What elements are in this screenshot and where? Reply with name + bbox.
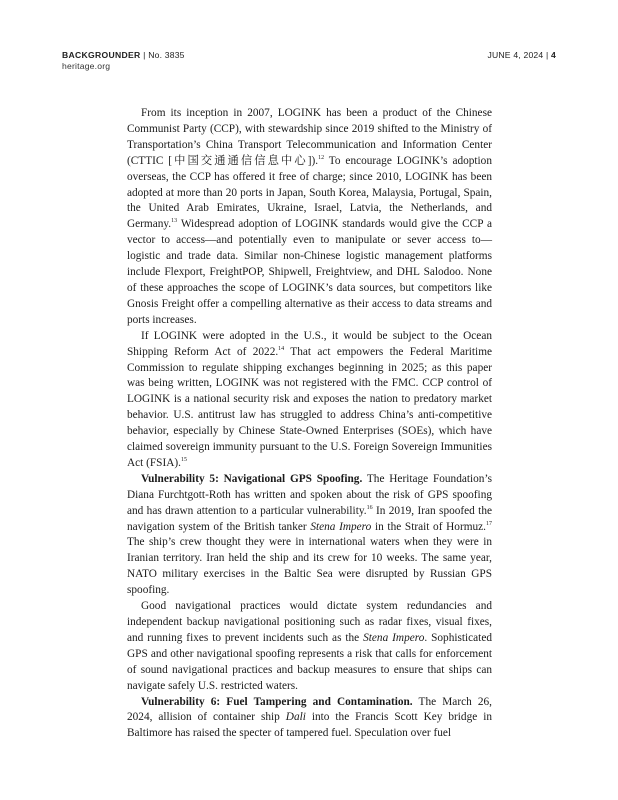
text-run: into the Francis Scott Key bridge in Baltimore has raised the specter of tampered fuel. Speculation over fuel (127, 711, 492, 740)
header-right (487, 50, 556, 61)
footnote-ref[interactable]: 17 (486, 520, 492, 527)
footnote-ref[interactable]: 12 (318, 154, 325, 161)
text-run: The ship’s crew thought they were in international waters when they were in Iranian territory. Iran held the ship and its crew for 10 weeks. The same year, NATO military exercises in the Baltic Sea were disrupted by Russian GPS spoofing. (127, 536, 492, 597)
text-run: If LOGINK were adopted in the U.S., it would be subject to the Ocean Shipping Reform Act of 2022. (127, 329, 492, 358)
text-run: in the Strait of Hormuz. (371, 520, 486, 533)
paragraph (127, 599, 492, 694)
paragraph (127, 472, 492, 599)
header-left (62, 50, 185, 72)
report-number: No. 3835 (148, 50, 185, 60)
text-run: . Sophisticated GPS and other navigational spoofing represents a risk that calls for enforcement of sound navigational practices and backup measures to ensure that ships can navigate safely U.S. restricted waters. (127, 631, 492, 692)
paragraph (127, 329, 492, 472)
running-header (62, 50, 556, 74)
ship-name: Stena Impero (363, 631, 425, 644)
text-run: The Heritage Foundation’s Diana Furchtgott-Roth has written and spoken about the risk of GPS spoofing and has drawn attention to a particular vulnerability. (127, 472, 492, 517)
body-text (127, 106, 492, 742)
footnote-ref[interactable]: 15 (180, 457, 187, 464)
page-number: 4 (551, 50, 556, 60)
section-heading: Vulnerability 6: Fuel Tampering and Contamination. (141, 695, 413, 708)
footnote-ref[interactable]: 13 (171, 218, 178, 225)
text-run: From its inception in 2007, LOGINK has been a product of the Chinese Communist Party (CCP), with stewardship since 2019 shifted to the Ministry of Transportation’s China Transport Telecommunication and Information Center (CTTIC [中国交通通信信息中心]). (127, 107, 492, 167)
publication-date: JUNE 4, 2024 (487, 50, 544, 60)
header-separator: | (143, 50, 146, 60)
ship-name: Stena Impero (310, 520, 372, 533)
paragraph (127, 695, 492, 743)
text-run: Good navigational practices would dictate system redundancies and independent backup navigational positioning such as radar fixes, visual fixes, and running fixes to prevent incidents such as the (127, 600, 492, 644)
text-run: To encourage LOGINK’s adoption overseas, the CCP has offered it free of charge; since 2010, LOGINK has been adopted at more than 20 ports in Japan, South Korea, Malaysia, Portugal, Spain, the United Arab Emirates, Ukraine, Israel, Latvia, the Netherlands, and Germany. (127, 154, 492, 231)
text-run: That act empowers the Federal Maritime Commission to regulate shipping exchanges beginning in 2025; as this paper was being written, LOGINK was not registered with the FMC. CCP control of LOGINK is a national security risk and exposes the nation to predatory market behavior. U.S. antitrust law has struggled to address China’s anti-competitive behavior, especially by Chinese State-Owned Enterprises (SOEs), which have claimed sovereign immunity pursuant to the U.S. Foreign Sovereign Immunities Act (FSIA). (127, 345, 492, 469)
ship-name: Dali (285, 711, 306, 724)
footnote-ref[interactable]: 16 (366, 504, 373, 511)
site-link[interactable]: heritage.org (62, 61, 111, 71)
section-heading: Vulnerability 5: Navigational GPS Spoofing. (141, 472, 363, 485)
footnote-ref[interactable]: 14 (278, 345, 285, 352)
header-separator-right: | (545, 50, 549, 60)
paragraph (127, 106, 492, 329)
text-run: The March 26, 2024, allision of container ship (127, 695, 492, 724)
text-run: Widespread adoption of LOGINK standards would give the CCP a vector to access—and potentially even to manipulate or sever access to—logistic and trade data. Similar non-Chinese logistic management platforms include Flexport, FreightPOP, Shipwell, Freightview, and DHL Salodoo. None of these approaches the scope of LOGINK’s data sources, but competitors like Gnosis Freight offer a compelling alternative as their access to data streams and ports increases. (127, 218, 492, 326)
text-run: In 2019, Iran spoofed the navigation system of the British tanker (127, 504, 492, 533)
series-title: BACKGROUNDER (62, 50, 141, 60)
